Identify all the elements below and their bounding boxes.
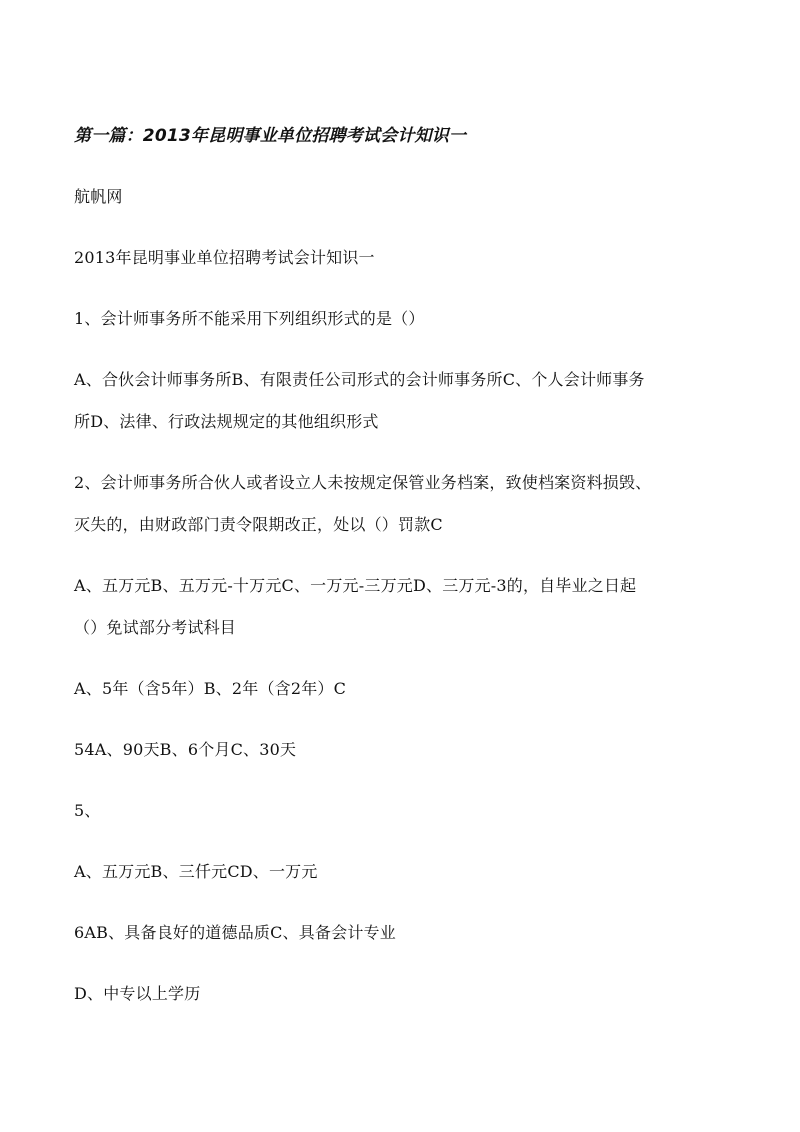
document-title: 第一篇：2013年昆明事业单位招聘考试会计知识一: [74, 126, 467, 146]
question-1-options-line-2: 所D、法律、行政法规规定的其他组织形式: [74, 412, 379, 431]
question-4-options: 54A、90天B、6个月C、30天: [74, 740, 297, 759]
question-6-options: 6AB、具备良好的道德品质C、具备会计专业: [74, 923, 396, 942]
document-subtitle: 2013年昆明事业单位招聘考试会计知识一: [74, 248, 375, 267]
question-2-line-2: 灭失的，由财政部门责令限期改正，处以（）罚款C: [74, 515, 443, 534]
source-name: 航帆网: [74, 187, 123, 206]
question-2-options-line-1: A、五万元B、五万元-十万元C、一万元-三万元D、三万元-3的，自毕业之日起: [74, 576, 637, 595]
question-5-options: A、五万元B、三仟元CD、一万元: [74, 862, 318, 881]
question-2-options-line-2: （）免试部分考试科目: [74, 618, 237, 637]
question-5: 5、: [74, 801, 101, 820]
question-2-line-1: 2、会计师事务所合伙人或者设立人未按规定保管业务档案，致使档案资料损毁、: [74, 473, 652, 492]
question-1: 1、会计师事务所不能采用下列组织形式的是（）: [74, 309, 425, 328]
question-3-options: A、5年（含5年）B、2年（含2年）C: [74, 679, 347, 698]
question-6-option-d: D、中专以上学历: [74, 984, 201, 1003]
question-1-options-line-1: A、合伙会计师事务所B、有限责任公司形式的会计师事务所C、个人会计师事务: [74, 370, 645, 389]
